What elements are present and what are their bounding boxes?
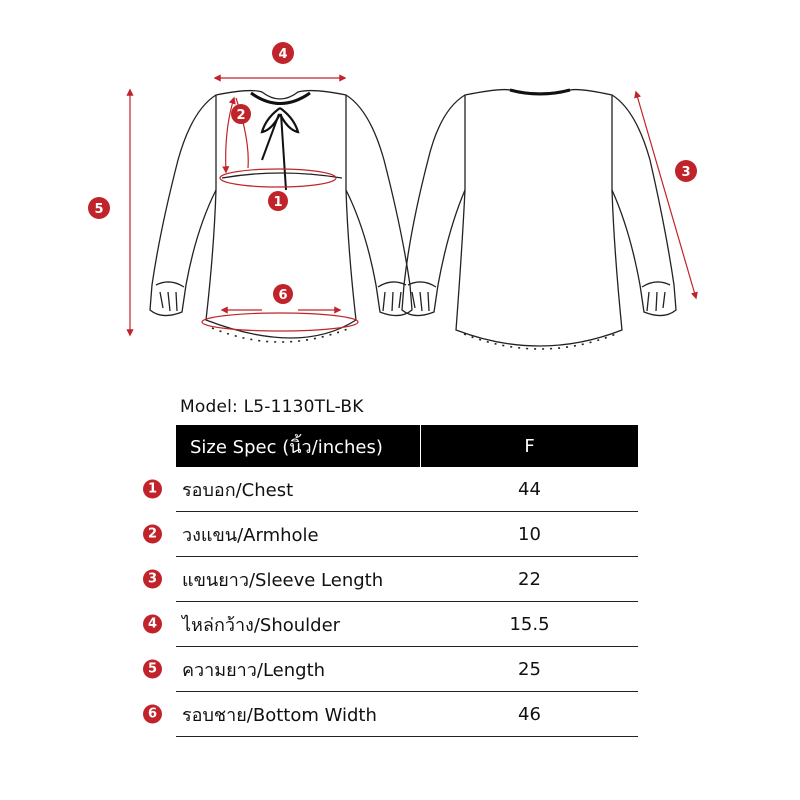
marker-5 (88, 197, 110, 219)
row-label: ไหล่กว้าง/Shoulder (182, 614, 341, 636)
row-value: 46 (518, 703, 541, 725)
row-number-badge: 1 (143, 480, 162, 499)
front-view-drawing (150, 91, 412, 342)
row-value: 22 (518, 568, 541, 590)
svg-text:4: 4 (278, 47, 288, 62)
model-label: Model: L5-1130TL-BK (180, 397, 364, 417)
row-label: ความยาว/Length (182, 659, 326, 681)
table-row (147, 602, 638, 647)
svg-text:6: 6 (278, 288, 288, 303)
table-row (147, 467, 638, 512)
row-number-badge: 4 (143, 615, 162, 634)
row-value: 15.5 (509, 613, 550, 635)
table-row (147, 557, 638, 602)
row-label: รอบชาย/Bottom Width (182, 704, 377, 726)
row-label: รอบอก/Chest (182, 479, 294, 501)
row-number-badge: 3 (143, 570, 162, 589)
row-number-badge: 2 (143, 525, 162, 544)
marker-6 (273, 284, 293, 304)
row-value: 25 (518, 658, 541, 680)
table-row (147, 647, 638, 692)
row-number-badge: 5 (143, 660, 162, 679)
marker-2 (231, 104, 251, 124)
back-view-drawing (402, 90, 676, 349)
size-spec-table (147, 425, 638, 737)
row-label: แขนยาว/Sleeve Length (182, 569, 384, 591)
marker-3 (675, 160, 697, 182)
svg-text:1: 1 (273, 195, 283, 210)
row-number-badge: 6 (143, 705, 162, 724)
svg-text:2: 2 (236, 108, 246, 123)
marker-1 (268, 191, 288, 211)
row-value: 10 (518, 523, 541, 545)
table-row (147, 512, 638, 557)
row-label: วงแขน/Armhole (182, 524, 319, 546)
header-spec-label: Size Spec (นิ้ว/inches) (176, 425, 421, 467)
garment-diagram (0, 0, 800, 380)
svg-text:5: 5 (94, 202, 104, 217)
table-header (176, 425, 638, 467)
row-value: 44 (518, 478, 541, 500)
header-size-label: F (524, 435, 535, 457)
table-row (147, 692, 638, 737)
marker-4 (272, 42, 294, 64)
svg-text:3: 3 (681, 165, 691, 180)
